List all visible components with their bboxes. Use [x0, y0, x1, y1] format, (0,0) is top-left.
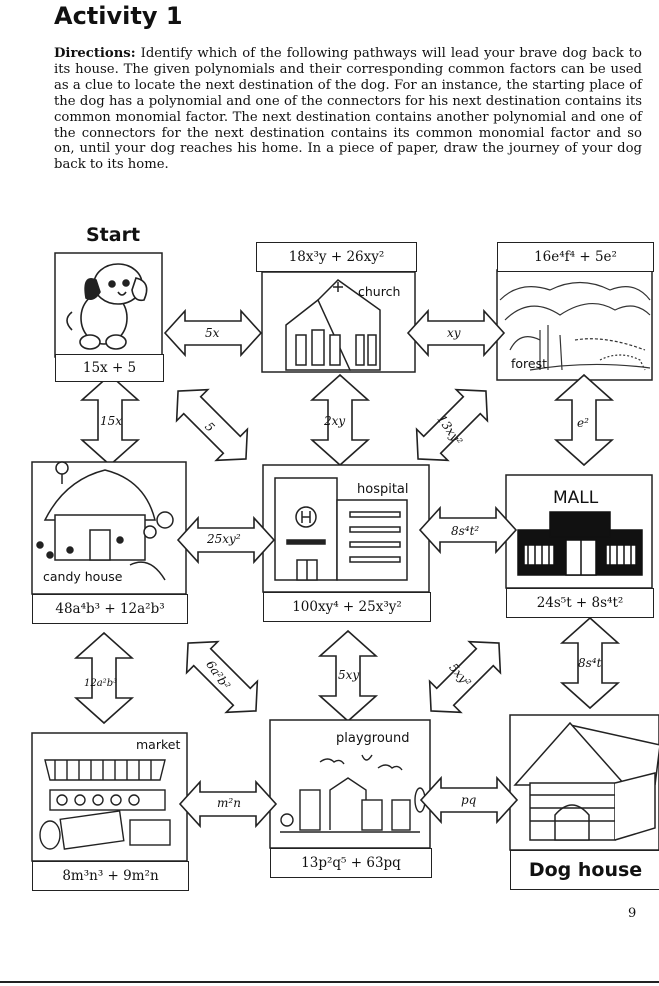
bottom-divider: [0, 981, 659, 983]
connector-candy-hospital: 25xy²: [207, 532, 241, 546]
connector-market-playground: m²n: [217, 796, 241, 810]
church-label: church: [358, 284, 401, 299]
connector-mall-playground: 5xy²: [446, 660, 474, 690]
poly-hospital: 100xy⁴ + 25x³y²: [263, 592, 431, 622]
connector-hospital-mall: 8s⁴t²: [451, 524, 480, 538]
connector-start-church: 5x: [205, 326, 220, 340]
activity-title: Activity 1: [54, 2, 183, 30]
connector-hospital-playground: 5xy: [338, 668, 360, 682]
page-number: 9: [628, 906, 637, 921]
candy-house-label: candy house: [43, 569, 123, 584]
connector-forest-mall: e²: [577, 416, 589, 430]
start-label: Start: [86, 224, 141, 246]
mall-label: MALL: [553, 488, 599, 508]
connector-forest-hospital: 13xy²: [434, 412, 466, 448]
doghouse-label: Dog house: [510, 850, 659, 890]
poly-start: 15x + 5: [55, 354, 164, 382]
directions-lead: Directions:: [54, 46, 136, 61]
poly-forest: 16e⁴f⁴ + 5e²: [497, 242, 654, 272]
directions-body: Identify which of the following pathways will lead your brave dog back to its house. The given polynomials and their corresponding common factors can be used as a clue to locate the next destination of the dog. For an instance, the starting place of the dog has a polynomial and one of the connectors for his next destination contains its common monomial factor. The next destination contains another polynomial and one of the connectors for the next destination contains its common monomial factor and so on, until your dog reaches his home. In a piece of paper, draw the journey of your dog back to its home.: [54, 46, 642, 173]
connector-mall-doghouse: 8s⁴t: [578, 656, 602, 670]
poly-candy-house: 48a⁴b³ + 12a²b³: [32, 594, 188, 624]
connector-church-hospital: 2xy: [324, 414, 346, 428]
playground-label: playground: [336, 731, 410, 746]
poly-playground: 13p²q⁵ + 63pq: [270, 848, 432, 878]
connector-playground-doghouse: pq: [461, 793, 477, 807]
connector-start-hospital: 5: [202, 419, 218, 435]
market-icon: [40, 760, 170, 849]
poly-mall: 24s⁵t + 8s⁴t²: [506, 588, 654, 618]
forest-label: forest: [511, 356, 548, 371]
connector-candy-playground: 6a²b²: [203, 657, 233, 693]
poly-church: 18x³y + 26xy²: [256, 242, 417, 272]
connector-church-forest: xy: [447, 326, 461, 340]
hospital-label: hospital: [357, 482, 409, 497]
connector-candy-market: 12a²b³: [84, 678, 118, 689]
connector-start-candy: 15x: [100, 414, 123, 428]
market-label: market: [136, 737, 181, 752]
poly-market: 8m³n³ + 9m²n: [32, 861, 189, 891]
